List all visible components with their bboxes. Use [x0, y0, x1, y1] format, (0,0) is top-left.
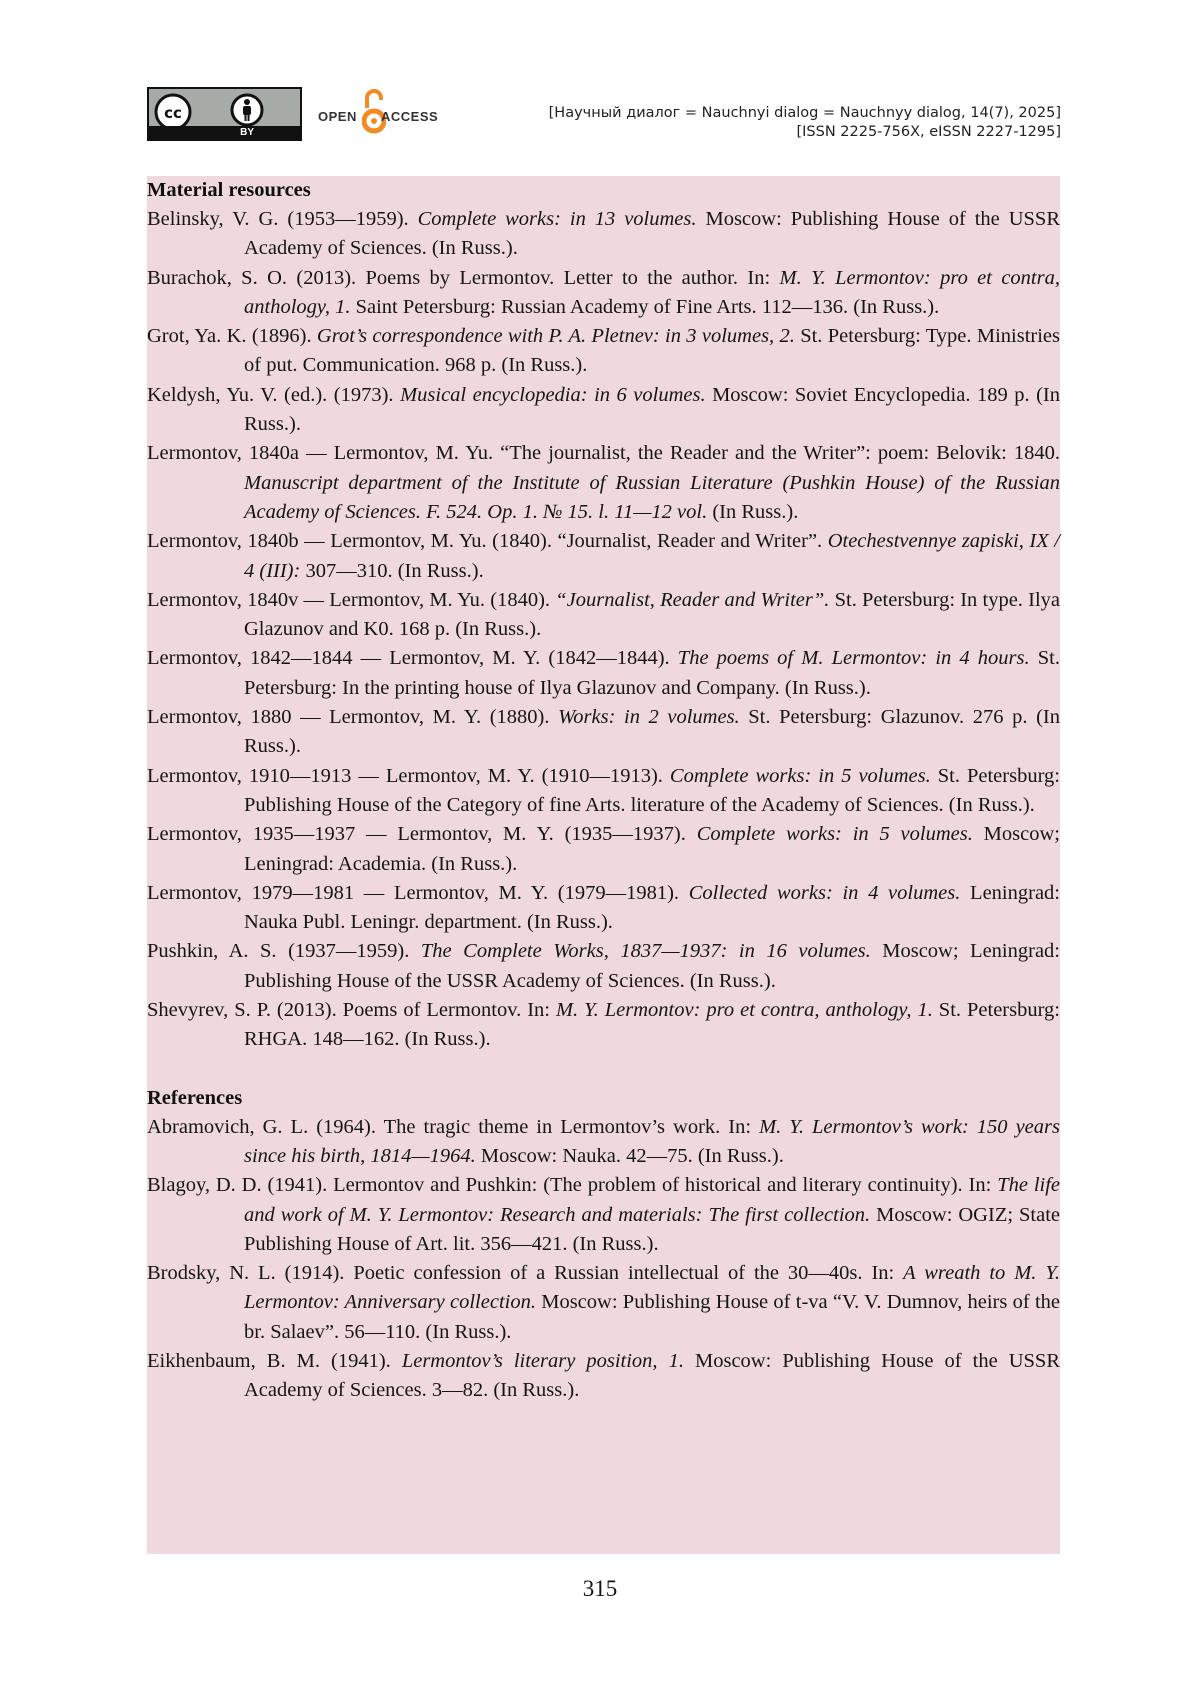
bibliography-sections: [147, 176, 1060, 1406]
reference-text: St. Petersburg: Type. Ministries of put. Communication. 968 p. (In Russ.).: [244, 325, 1060, 377]
reference-title-italic: Lermontov’s literary position, 1.: [401, 1349, 684, 1372]
reference-entry: [147, 381, 1060, 440]
reference-text: Moscow: Publishing House of the USSR Academy of Sciences. 3—82. (In Russ.).: [244, 1349, 1060, 1402]
reference-text: Lermontov, 1935—1937 — Lermontov, M. Y. (1935—1937).: [147, 823, 697, 846]
reference-title-italic: Collected works: in 4 volumes.: [688, 881, 961, 904]
reference-text: Moscow: OGIZ; State Publishing House of Art. lit. 356—421. (In Russ.).: [244, 1203, 1060, 1255]
open-access-word-open: OPEN: [318, 109, 357, 124]
reference-entry: [147, 1259, 1060, 1347]
reference-text: St. Petersburg: Glazunov. 276 p. (In Russ.).: [244, 706, 1060, 758]
reference-text: Lermontov, 1842—1844 — Lermontov, M. Y. (1842—1844).: [147, 647, 678, 670]
reference-text: St. Petersburg: Publishing House of the Category of fine Arts. literature of the Academy of Sciences. (In Russ.).: [244, 764, 1060, 816]
page-number: 315: [582, 1576, 618, 1601]
attribution-person-icon: [229, 92, 265, 128]
reference-entry: [147, 996, 1060, 1055]
journal-issn-line: [ISSN 2225-756X, eISSN 2227-1295]: [796, 124, 1061, 140]
reference-entry: [147, 703, 1060, 762]
reference-text: St. Petersburg: RHGA. 148—162. (In Russ.).: [244, 999, 1060, 1051]
reference-text: Lermontov, 1910—1913 — Lermontov, M. Y. (1910—1913).: [147, 764, 670, 787]
reference-text: Lermontov, 1840v — Lermontov, M. Yu. (1840).: [147, 588, 556, 611]
reference-title-italic: Otechestvennye zapiski, IX / 4 (III):: [244, 530, 1060, 582]
reference-entry: [147, 322, 1060, 381]
reference-entry: [147, 879, 1060, 938]
reference-entry: [147, 586, 1060, 645]
reference-text: Lermontov, 1880 — Lermontov, M. Y. (1880).: [147, 706, 559, 729]
reference-text: St. Petersburg: In the printing house of Ilya Glazunov and Company. (In Russ.).: [244, 647, 1060, 699]
reference-text: Moscow: Publishing House of t-va “V. V. Dumnov, heirs of the br. Salaev”. 56—110. (In Russ.).: [244, 1291, 1061, 1343]
reference-entry: [147, 762, 1060, 821]
reference-text: St. Petersburg: In type. Ilya Glazunov and K0. 168 p. (In Russ.).: [244, 588, 1061, 641]
reference-text: Lermontov, 1979—1981 — Lermontov, M. Y. (1979—1981).: [147, 881, 689, 904]
reference-entry: [147, 937, 1060, 996]
reference-text: 307—310. (In Russ.).: [300, 559, 484, 582]
reference-text: Abramovich, G. L. (1964). The tragic theme in Lermontov’s work. In:: [147, 1115, 760, 1138]
reference-text: Lermontov, 1840b — Lermontov, M. Yu. (1840). “Journalist, Reader and Writer”.: [147, 530, 828, 553]
reference-entry: [147, 644, 1060, 703]
page-header: [0, 0, 1200, 160]
reference-title-italic: “Journalist, Reader and Writer”.: [555, 588, 830, 611]
svg-text:cc: cc: [164, 104, 182, 122]
reference-text: Blagoy, D. D. (1941). Lermontov and Pushkin: (The problem of historical and literary continuity). In:: [147, 1174, 998, 1197]
reference-text: Moscow: Nauka. 42—75. (In Russ.).: [475, 1144, 784, 1167]
reference-title-italic: Complete works: in 5 volumes.: [696, 823, 973, 846]
license-by-label: BY: [149, 126, 300, 139]
reference-title-italic: The poems of M. Lermontov: in 4 hours.: [677, 647, 1030, 670]
reference-text: Keldysh, Yu. V. (ed.). (1973).: [147, 383, 401, 406]
reference-text: Moscow; Leningrad: Publishing House of the USSR Academy of Sciences. (In Russ.).: [244, 940, 1060, 992]
reference-entry: [147, 527, 1060, 586]
cc-by-license-badge[interactable]: [147, 87, 302, 141]
reference-text: Shevyrev, S. P. (2013). Poems of Lermontov. In:: [147, 999, 556, 1022]
reference-entry: [147, 1113, 1060, 1172]
reference-title-italic: The life and work of M. Y. Lermontov: Research and materials: The first collection.: [244, 1174, 1061, 1226]
reference-title-italic: M. Y. Lermontov: pro et contra, anthology, 1.: [555, 999, 933, 1022]
reference-title-italic: Grot’s correspondence with P. A. Pletnev: in 3 volumes, 2.: [316, 325, 795, 348]
reference-text: Saint Petersburg: Russian Academy of Fine Arts. 112—136. (In Russ.).: [350, 295, 940, 318]
reference-text: (In Russ.).: [707, 500, 799, 523]
open-access-word-access: ACCESS: [381, 109, 439, 124]
reference-entry: [147, 205, 1060, 264]
reference-text: Grot, Ya. K. (1896).: [147, 325, 317, 348]
reference-text: Lermontov, 1840a — Lermontov, M. Yu. “The journalist, the Reader and the Writer”: poem: Belovik: 1840.: [147, 442, 1060, 465]
journal-title-line: [Научный диалог = Nauchnyi dialog = Nauchnyy dialog, 14(7), 2025]: [548, 105, 1061, 121]
journal-citation: [549, 104, 1061, 142]
reference-title-italic: Musical encyclopedia: in 6 volumes.: [400, 383, 706, 406]
reference-text: Brodsky, N. L. (1914). Poetic confession of a Russian intellectual of the 30—40s. In:: [147, 1262, 904, 1285]
reference-text: Burachok, S. O. (2013). Poems by Lermontov. Letter to the author. In:: [147, 266, 780, 289]
reference-entry: [147, 1347, 1060, 1406]
section-title: References: [147, 1086, 243, 1109]
reference-title-italic: Works: in 2 volumes.: [558, 706, 740, 729]
reference-title-italic: A wreath to M. Y. Lermontov: Anniversary collection.: [244, 1262, 1060, 1314]
reference-entry: [147, 439, 1060, 527]
reference-title-italic: Manuscript department of the Institute of Russian Literature (Pushkin House) of the Russian Academy of Sciences. F. 524. Op. 1. № 15. l. 11—12 vol.: [244, 471, 1060, 523]
reference-text: Pushkin, A. S. (1937—1959).: [147, 940, 421, 963]
reference-title-italic: The Complete Works, 1837—1937: in 16 volumes.: [420, 940, 871, 963]
reference-entry: [147, 1171, 1060, 1259]
reference-text: Leningrad: Nauka Publ. Leningr. department. (In Russ.).: [244, 881, 1060, 934]
open-access-logo: [318, 86, 458, 138]
bibliography-block: [147, 176, 1060, 1554]
reference-title-italic: M. Y. Lermontov’s work: 150 years since his birth, 1814—1964.: [244, 1115, 1060, 1167]
reference-title-italic: Complete works: in 5 volumes.: [669, 764, 931, 787]
reference-entry: [147, 820, 1060, 879]
section-title: Material resources: [147, 179, 311, 201]
reference-entry: [147, 264, 1060, 323]
reference-text: Moscow; Leningrad: Academia. (In Russ.).: [244, 823, 1060, 875]
reference-text: Moscow: Publishing House of the USSR Academy of Sciences. (In Russ.).: [244, 208, 1060, 260]
reference-text: Moscow: Soviet Encyclopedia. 189 p. (In Russ.).: [244, 383, 1060, 436]
reference-title-italic: Complete works: in 13 volumes.: [417, 208, 697, 230]
reference-text: Eikhenbaum, B. M. (1941).: [147, 1349, 402, 1372]
reference-title-italic: M. Y. Lermontov: pro et contra, anthology, 1.: [244, 266, 1060, 318]
section-spacer: [147, 1055, 1060, 1084]
reference-text: Belinsky, V. G. (1953—1959).: [147, 208, 418, 230]
